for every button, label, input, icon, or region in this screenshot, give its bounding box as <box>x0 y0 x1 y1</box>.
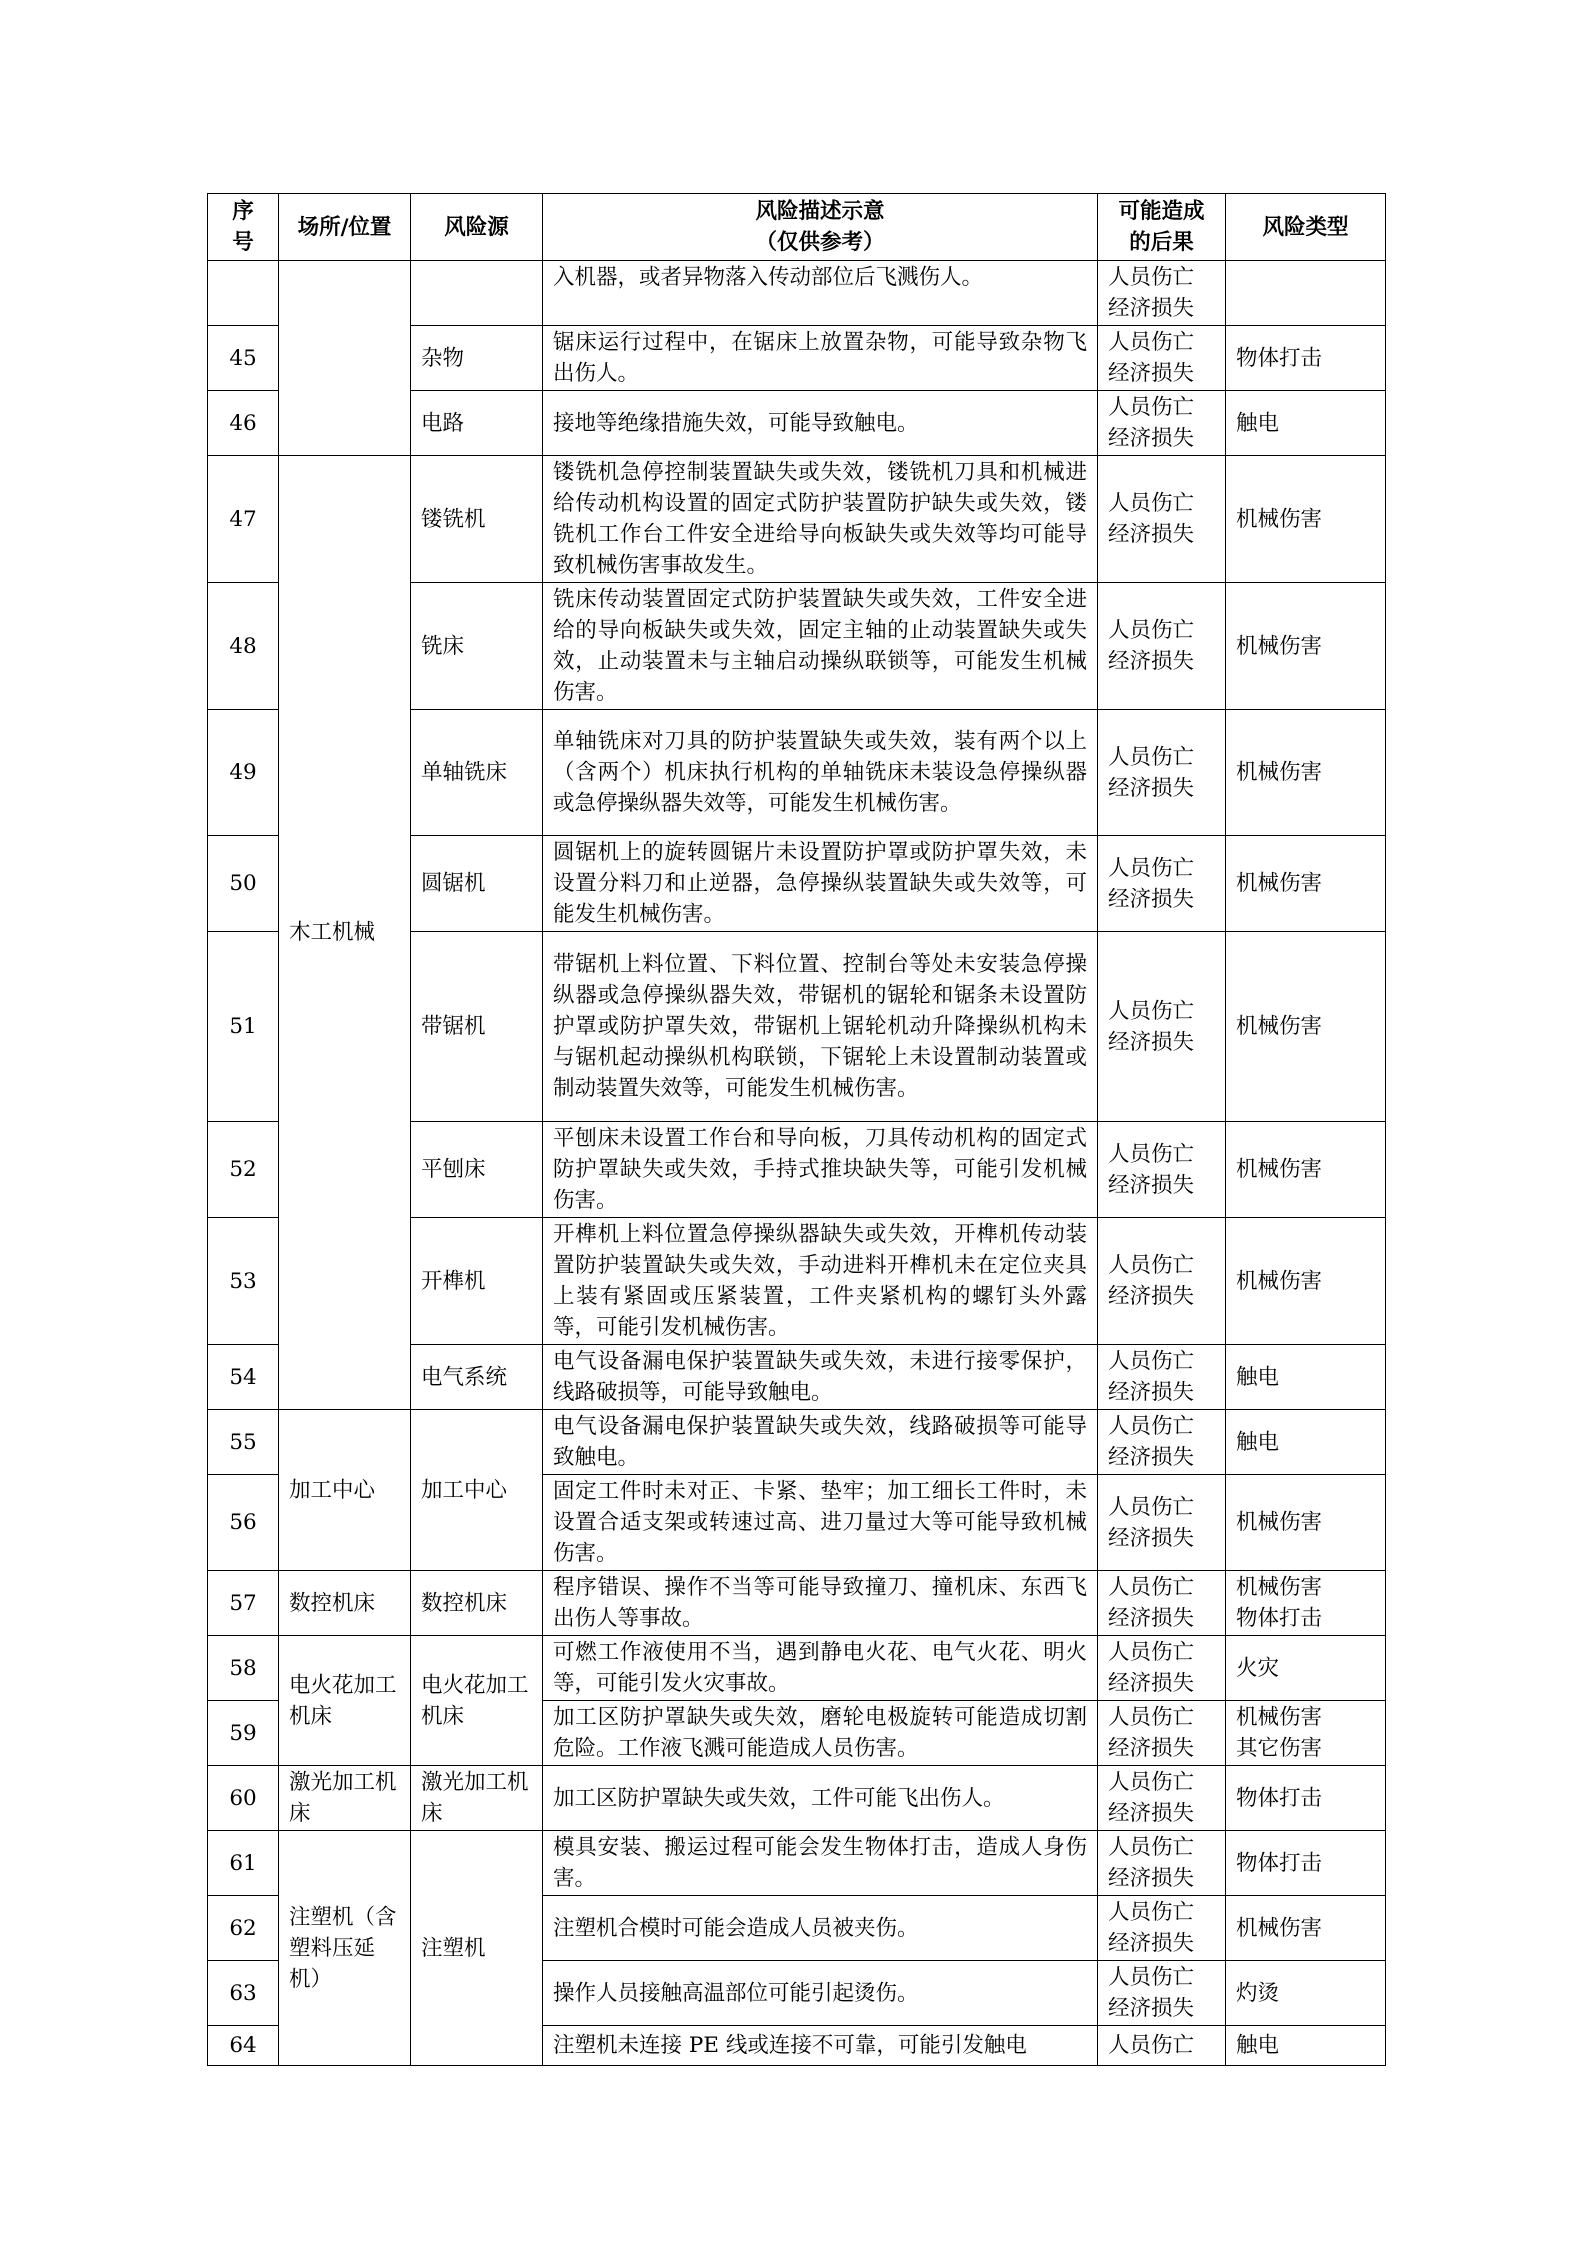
risk-description-cell: 平刨床未设置工作台和导向板，刀具传动机构的固定式防护罩缺失或失效，手持式推块缺失等，可能引发机械伤害。 <box>543 1122 1098 1218</box>
row-number: 46 <box>208 391 279 456</box>
consequence-cell: 人员伤亡 经济损失 <box>1098 1571 1226 1636</box>
row-number: 57 <box>208 1571 279 1636</box>
risk-description-cell: 入机器，或者异物落入传动部位后飞溅伤人。 <box>543 261 1098 326</box>
risk-description-cell: 模具安装、搬运过程可能会发生物体打击，造成人身伤害。 <box>543 1831 1098 1896</box>
consequence-cell: 人员伤亡 经济损失 <box>1098 836 1226 932</box>
risk-type-cell: 触电 <box>1226 2026 1386 2066</box>
location-cell <box>279 261 411 456</box>
consequence-cell: 人员伤亡 经济损失 <box>1098 1636 1226 1701</box>
header-risk-type: 风险类型 <box>1226 194 1386 261</box>
location-cell: 电火花加工机床 <box>279 1636 411 1766</box>
risk-source-cell: 注塑机 <box>411 1831 543 2066</box>
risk-description-cell: 镂铣机急停控制装置缺失或失效，镂铣机刀具和机械进给传动机构设置的固定式防护装置防护缺失或失效，镂铣机工作台工件安全进给导向板缺失或失效等均可能导致机械伤害事故发生。 <box>543 456 1098 583</box>
risk-description-cell: 加工区防护罩缺失或失效，工件可能飞出伤人。 <box>543 1766 1098 1831</box>
risk-type-cell: 机械伤害 <box>1226 932 1386 1122</box>
header-row <box>208 194 1386 261</box>
risk-type-cell: 物体打击 <box>1226 1766 1386 1831</box>
risk-type-cell: 物体打击 <box>1226 326 1386 391</box>
risk-type-cell: 灼烫 <box>1226 1961 1386 2026</box>
header-source: 风险源 <box>411 194 543 261</box>
risk-description-cell: 铣床传动装置固定式防护装置缺失或失效，工件安全进给的导向板缺失或失效，固定主轴的止动装置缺失或失效，止动装置未与主轴启动操纵联锁等，可能发生机械伤害。 <box>543 583 1098 710</box>
risk-type-cell: 机械伤害 <box>1226 1122 1386 1218</box>
risk-source-cell <box>411 261 543 326</box>
consequence-cell: 人员伤亡 经济损失 <box>1098 583 1226 710</box>
consequence-cell: 人员伤亡 经济损失 <box>1098 1475 1226 1571</box>
risk-source-cell: 电火花加工机床 <box>411 1636 543 1766</box>
row-number: 60 <box>208 1766 279 1831</box>
row-number: 59 <box>208 1701 279 1766</box>
risk-source-cell: 铣床 <box>411 583 543 710</box>
risk-table <box>207 193 1386 2066</box>
consequence-cell: 人员伤亡 经济损失 <box>1098 1831 1226 1896</box>
row-number: 61 <box>208 1831 279 1896</box>
header-consequence: 可能造成 的后果 <box>1098 194 1226 261</box>
consequence-cell: 人员伤亡 经济损失 <box>1098 1896 1226 1961</box>
risk-source-cell: 激光加工机床 <box>411 1766 543 1831</box>
row-number: 64 <box>208 2026 279 2066</box>
risk-description-cell: 操作人员接触高温部位可能引起烫伤。 <box>543 1961 1098 2026</box>
consequence-cell: 人员伤亡 经济损失 <box>1098 1122 1226 1218</box>
consequence-cell: 人员伤亡 经济损失 <box>1098 456 1226 583</box>
risk-source-cell: 带锯机 <box>411 932 543 1122</box>
risk-type-cell: 物体打击 <box>1226 1831 1386 1896</box>
row-number: 63 <box>208 1961 279 2026</box>
risk-description-cell: 注塑机未连接 PE 线或连接不可靠，可能引发触电 <box>543 2026 1098 2066</box>
row-number: 58 <box>208 1636 279 1701</box>
table-row <box>208 456 1386 583</box>
risk-type-cell: 机械伤害 <box>1226 1218 1386 1345</box>
risk-type-cell: 机械伤害 <box>1226 710 1386 836</box>
risk-type-cell: 机械伤害 其它伤害 <box>1226 1701 1386 1766</box>
table-row <box>208 1636 1386 1701</box>
risk-description-cell: 开榫机上料位置急停操纵器缺失或失效，开榫机传动装置防护装置缺失或失效，手动进料开榫机未在定位夹具上装有紧固或压紧装置，工件夹紧机构的螺钉头外露等，可能引发机械伤害。 <box>543 1218 1098 1345</box>
risk-type-cell <box>1226 261 1386 326</box>
risk-source-cell: 开榫机 <box>411 1218 543 1345</box>
risk-source-cell: 镂铣机 <box>411 456 543 583</box>
row-number <box>208 261 279 326</box>
table-row <box>208 261 1386 326</box>
table-row <box>208 1831 1386 1896</box>
risk-type-cell: 触电 <box>1226 1345 1386 1410</box>
risk-description-cell: 电气设备漏电保护装置缺失或失效，线路破损等可能导致触电。 <box>543 1410 1098 1475</box>
risk-description-cell: 单轴铣床对刀具的防护装置缺失或失效，装有两个以上（含两个）机床执行机构的单轴铣床未装设急停操纵器或急停操纵器失效等，可能发生机械伤害。 <box>543 710 1098 836</box>
location-cell: 激光加工机床 <box>279 1766 411 1831</box>
row-number: 49 <box>208 710 279 836</box>
row-number: 45 <box>208 326 279 391</box>
header-seq: 序 号 <box>208 194 279 261</box>
consequence-cell: 人员伤亡 经济损失 <box>1098 1961 1226 2026</box>
consequence-cell: 人员伤亡 经济损失 <box>1098 1701 1226 1766</box>
risk-source-cell: 圆锯机 <box>411 836 543 932</box>
risk-description-cell: 电气设备漏电保护装置缺失或失效，未进行接零保护，线路破损等，可能导致触电。 <box>543 1345 1098 1410</box>
consequence-cell: 人员伤亡 经济损失 <box>1098 1410 1226 1475</box>
risk-type-cell: 机械伤害 <box>1226 1896 1386 1961</box>
risk-description-cell: 加工区防护罩缺失或失效，磨轮电极旋转可能造成切割危险。工作液飞溅可能造成人员伤害。 <box>543 1701 1098 1766</box>
consequence-cell: 人员伤亡 经济损失 <box>1098 1218 1226 1345</box>
risk-type-cell: 触电 <box>1226 1410 1386 1475</box>
row-number: 51 <box>208 932 279 1122</box>
risk-description-cell: 可燃工作液使用不当，遇到静电火花、电气火花、明火等，可能引发火灾事故。 <box>543 1636 1098 1701</box>
risk-description-cell: 注塑机合模时可能会造成人员被夹伤。 <box>543 1896 1098 1961</box>
consequence-cell: 人员伤亡 经济损失 <box>1098 261 1226 326</box>
risk-source-cell: 杂物 <box>411 326 543 391</box>
risk-type-cell: 火灾 <box>1226 1636 1386 1701</box>
risk-source-cell: 加工中心 <box>411 1410 543 1571</box>
consequence-cell: 人员伤亡 经济损失 <box>1098 1345 1226 1410</box>
row-number: 56 <box>208 1475 279 1571</box>
risk-source-cell: 数控机床 <box>411 1571 543 1636</box>
risk-source-cell: 平刨床 <box>411 1122 543 1218</box>
row-number: 48 <box>208 583 279 710</box>
risk-type-cell: 触电 <box>1226 391 1386 456</box>
consequence-cell: 人员伤亡 <box>1098 2026 1226 2066</box>
risk-description-cell: 接地等绝缘措施失效，可能导致触电。 <box>543 391 1098 456</box>
header-description: 风险描述示意 （仅供参考） <box>543 194 1098 261</box>
location-cell: 注塑机（含塑料压延机） <box>279 1831 411 2066</box>
risk-source-cell: 电路 <box>411 391 543 456</box>
location-cell: 木工机械 <box>279 456 411 1410</box>
table-row <box>208 1571 1386 1636</box>
risk-description-cell: 带锯机上料位置、下料位置、控制台等处未安装急停操纵器或急停操纵器失效，带锯机的锯轮和锯条未设置防护罩或防护罩失效，带锯机上锯轮机动升降操纵机构未与锯机起动操纵机构联锁，下锯轮上未设置制动装置或制动装置失效等，可能发生机械伤害。 <box>543 932 1098 1122</box>
location-cell: 加工中心 <box>279 1410 411 1571</box>
consequence-cell: 人员伤亡 经济损失 <box>1098 326 1226 391</box>
risk-source-cell: 单轴铣床 <box>411 710 543 836</box>
row-number: 62 <box>208 1896 279 1961</box>
row-number: 54 <box>208 1345 279 1410</box>
risk-type-cell: 机械伤害 <box>1226 456 1386 583</box>
row-number: 55 <box>208 1410 279 1475</box>
risk-source-cell: 电气系统 <box>411 1345 543 1410</box>
table-row <box>208 1410 1386 1475</box>
risk-type-cell: 机械伤害 物体打击 <box>1226 1571 1386 1636</box>
row-number: 47 <box>208 456 279 583</box>
risk-type-cell: 机械伤害 <box>1226 583 1386 710</box>
consequence-cell: 人员伤亡 经济损失 <box>1098 710 1226 836</box>
table-row <box>208 1766 1386 1831</box>
row-number: 50 <box>208 836 279 932</box>
risk-description-cell: 固定工件时未对正、卡紧、垫牢；加工细长工件时，未设置合适支架或转速过高、进刀量过大等可能导致机械伤害。 <box>543 1475 1098 1571</box>
location-cell: 数控机床 <box>279 1571 411 1636</box>
risk-description-cell: 锯床运行过程中，在锯床上放置杂物，可能导致杂物飞出伤人。 <box>543 326 1098 391</box>
row-number: 52 <box>208 1122 279 1218</box>
consequence-cell: 人员伤亡 经济损失 <box>1098 1766 1226 1831</box>
risk-description-cell: 程序错误、操作不当等可能导致撞刀、撞机床、东西飞出伤人等事故。 <box>543 1571 1098 1636</box>
risk-type-cell: 机械伤害 <box>1226 836 1386 932</box>
row-number: 53 <box>208 1218 279 1345</box>
risk-type-cell: 机械伤害 <box>1226 1475 1386 1571</box>
risk-description-cell: 圆锯机上的旋转圆锯片未设置防护罩或防护罩失效，未设置分料刀和止逆器，急停操纵装置缺失或失效等，可能发生机械伤害。 <box>543 836 1098 932</box>
consequence-cell: 人员伤亡 经济损失 <box>1098 932 1226 1122</box>
header-location: 场所/位置 <box>279 194 411 261</box>
consequence-cell: 人员伤亡 经济损失 <box>1098 391 1226 456</box>
